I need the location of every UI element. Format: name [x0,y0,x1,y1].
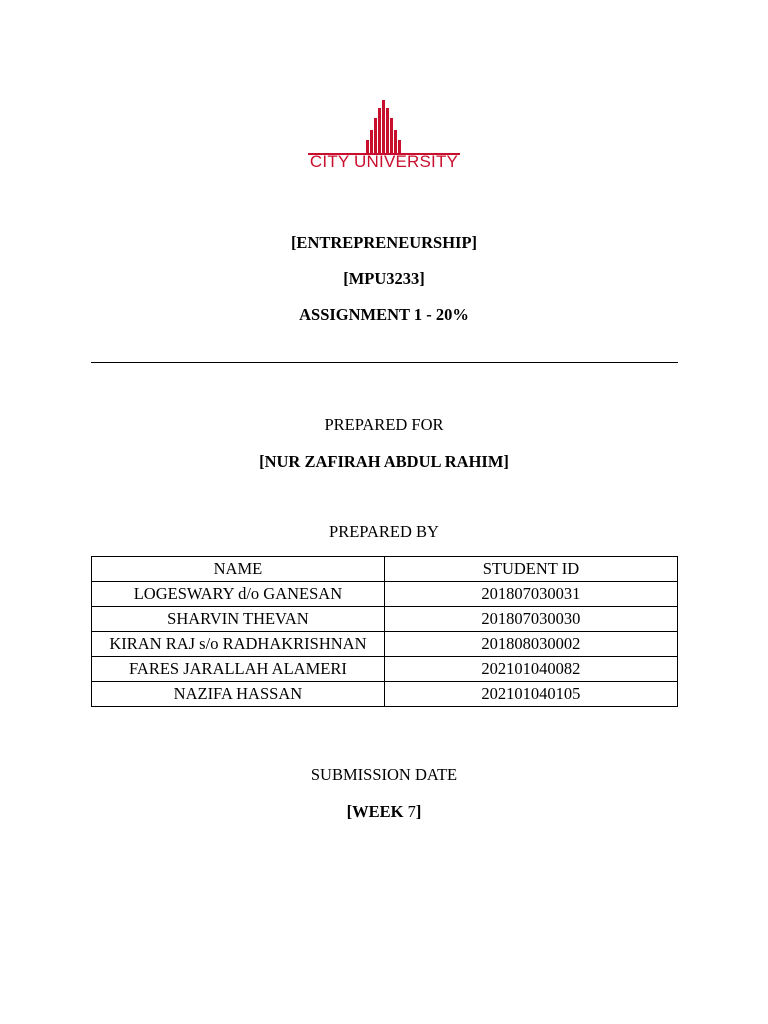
course-code: [MPU3233] [343,269,425,288]
member-name: FARES JARALLAH ALAMERI [92,657,385,682]
assignment-title: ASSIGNMENT 1 - 20% [299,305,469,324]
table-header-row [92,557,678,582]
week-suffix: ] [415,802,422,821]
member-student-id: 201808030002 [384,632,677,657]
divider-line [91,362,678,363]
prepared-for-label: PREPARED FOR [324,415,444,434]
table-row [92,682,678,707]
member-student-id: 202101040082 [384,657,677,682]
table-row [92,607,678,632]
table-row [92,632,678,657]
member-student-id: 202101040105 [384,682,677,707]
university-logo [300,96,468,180]
logo-text: CITY UNIVERSITY [309,152,459,171]
column-header-name: NAME [92,557,385,582]
member-name: NAZIFA HASSAN [92,682,385,707]
member-student-id: 201807030031 [384,582,677,607]
course-name: [ENTREPRENEURSHIP] [290,233,478,252]
week-prefix: [WEEK [346,802,408,821]
week-number: 7 [407,802,416,821]
member-name: SHARVIN THEVAN [92,607,385,632]
member-name: KIRAN RAJ s/o RADHAKRISHNAN [92,632,385,657]
table-row [92,582,678,607]
submission-date-label: SUBMISSION DATE [310,765,458,784]
table-row [92,657,678,682]
tower-icon [300,96,468,156]
column-header-student-id: STUDENT ID [384,557,677,582]
member-student-id: 201807030030 [384,607,677,632]
member-name: LOGESWARY d/o GANESAN [92,582,385,607]
submission-week [0,802,768,822]
prepared-by-label: PREPARED BY [329,522,439,541]
lecturer-name: [NUR ZAFIRAH ABDUL RAHIM] [259,452,509,471]
members-table [91,556,678,707]
